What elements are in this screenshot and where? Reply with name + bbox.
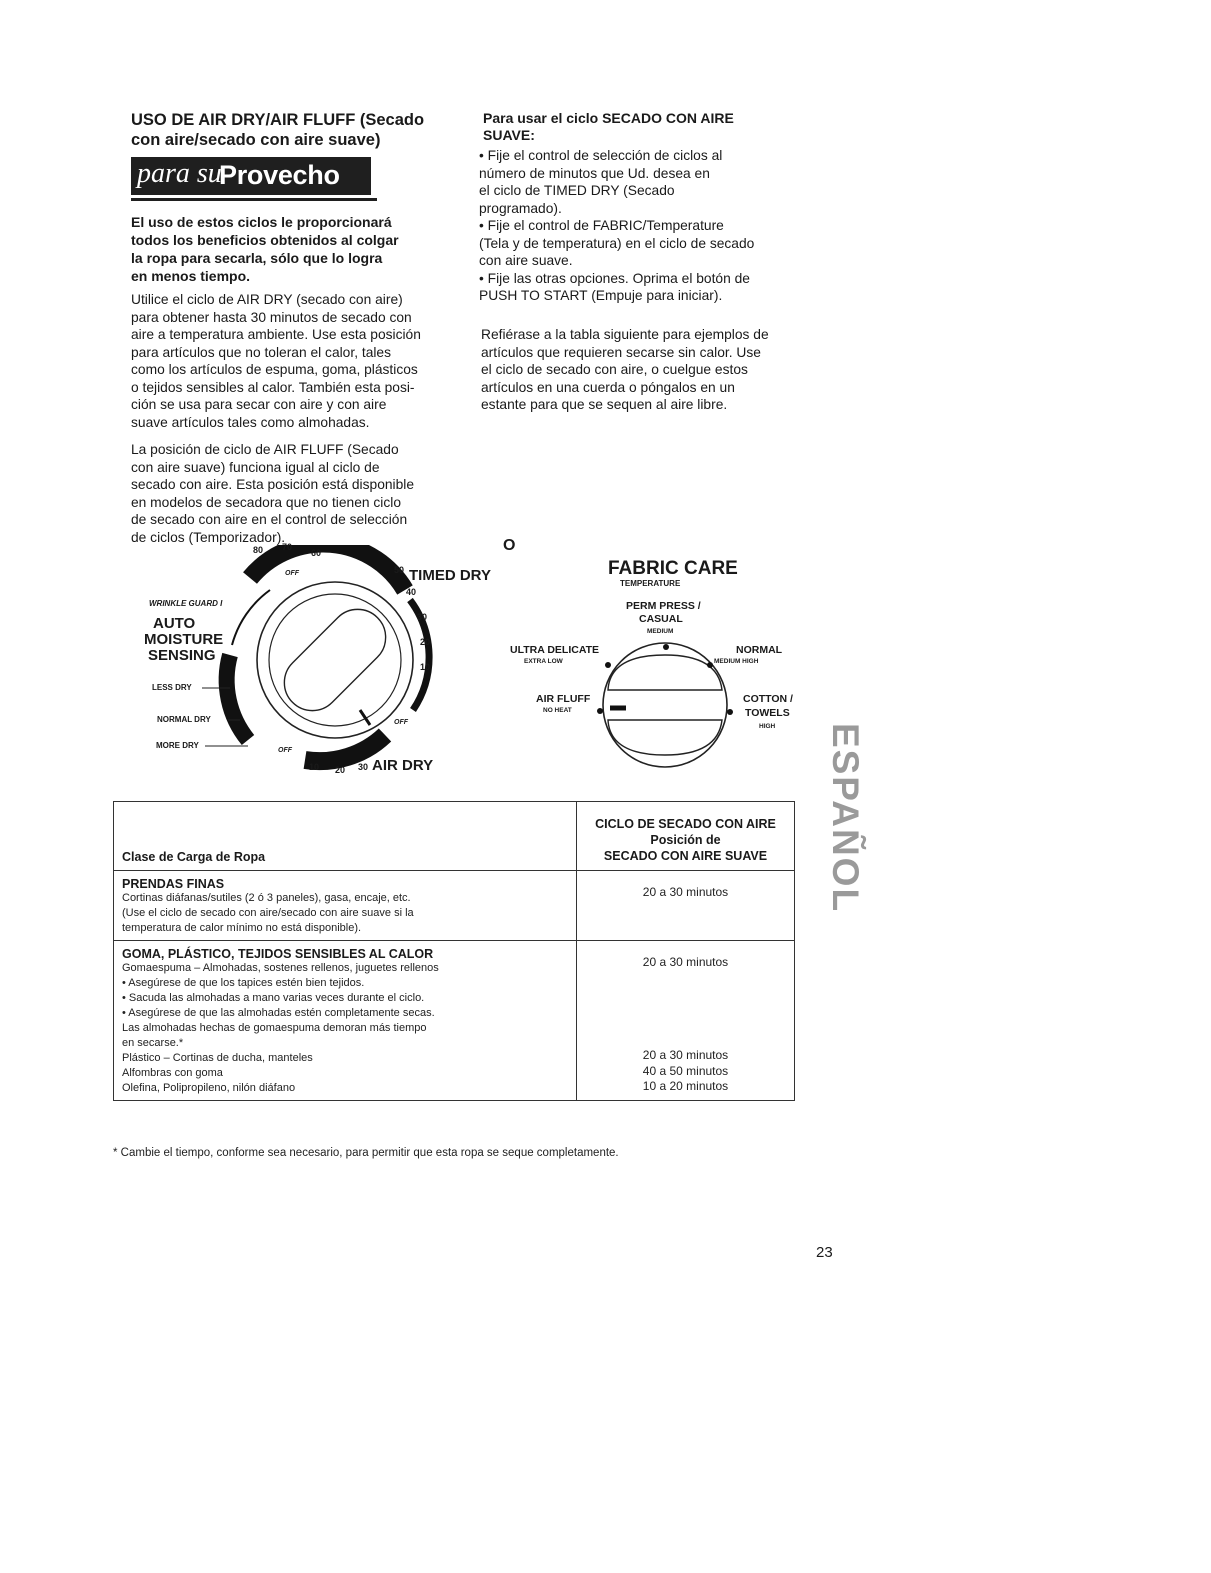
para-su-provecho-banner [131, 155, 377, 201]
row-line: (Use el ciclo de secado con aire/secado con aire suave si la [122, 907, 414, 919]
tick-10: 10 [420, 662, 431, 672]
high-label: HIGH [759, 723, 776, 730]
heading-line: USO DE AIR DRY/AIR FLUFF (Secado [131, 111, 425, 129]
banner-script-text: para su [137, 158, 222, 189]
row-line: • Asegúrese de que los tapices estén bien tejidos. [122, 977, 365, 989]
bullet-line: con aire suave. [479, 253, 573, 268]
tick-bottom-10: 10 [309, 762, 320, 772]
paragraph-line: el ciclo de secado con aire, o cuelgue estos [481, 362, 748, 377]
paragraph-line: de secado con aire en el control de selección [131, 512, 408, 527]
paragraph-line: secado con aire. Esta posición está disponible [131, 477, 415, 492]
row-time [577, 941, 795, 1101]
table-row [114, 941, 795, 1101]
heading-line: Para usar el ciclo SECADO CON AIRE [483, 110, 734, 126]
row-line: Cortinas diáfanas/sutiles (2 ó 3 paneles), gasa, encaje, etc. [122, 892, 411, 904]
bullet-line: PUSH TO START (Empuje para iniciar). [479, 288, 723, 303]
timer-dial-labels [130, 542, 500, 785]
time-spacer [578, 971, 793, 987]
paragraph-line: con aire suave) funciona igual al ciclo de [131, 459, 380, 475]
air-dry-paragraph [131, 291, 421, 431]
lede-paragraph [131, 213, 461, 285]
time-value: 20 a 30 minutos [642, 1048, 729, 1062]
bullet-line: número de minutos que Ud. desea en [479, 165, 710, 181]
tick-40: 40 [406, 587, 417, 597]
time-value: 40 a 50 minutos [642, 1063, 729, 1078]
extra-low-label: EXTRA LOW [524, 658, 563, 665]
instructions-heading [483, 110, 734, 144]
time-spacer [578, 1033, 793, 1049]
banner-title: Provecho [219, 160, 340, 190]
less-dry-label: LESS DRY [152, 683, 192, 692]
row-title: GOMA, PLÁSTICO, TEJIDOS SENSIBLES AL CALOR [122, 947, 434, 961]
paragraph-line: ción se usa para secar con aire y con aire [131, 397, 387, 412]
lede-line: la ropa para secarla, sólo que lo logra [131, 250, 383, 266]
paragraph-line: o tejidos sensibles al calor. También esta posi- [131, 379, 415, 395]
tick-30: 30 [417, 612, 428, 622]
bullet-line: el ciclo de TIMED DRY (Secado [479, 183, 675, 198]
moisture-label: MOISTURE [144, 631, 224, 648]
row-line: • Asegúrese de que las almohadas estén completamente secas. [122, 1007, 435, 1019]
air-fluff-paragraph [131, 441, 414, 546]
side-label-text: ESPAÑOL [825, 722, 866, 914]
header-line: Posición de [650, 833, 721, 847]
normal-dry-label: NORMAL DRY [157, 715, 211, 724]
heading-line: SUAVE: [483, 127, 535, 143]
paragraph-line: Refiérase a la tabla siguiente para ejemplos de [481, 327, 769, 342]
paragraph-line: suave artículos tales como almohadas. [131, 414, 370, 430]
paragraph-line: de ciclos (Temporizador). [131, 529, 286, 545]
row-line: temperatura de calor mínimo no está disponible). [122, 922, 362, 934]
air-fluff-label: AIR FLUFF [536, 693, 591, 705]
casual-label: CASUAL [639, 613, 683, 625]
tick-bottom-30: 30 [358, 762, 369, 772]
sensing-label: SENSING [148, 647, 216, 664]
table-header-cycle [577, 802, 795, 871]
ultra-delicate-label: ULTRA DELICATE [510, 644, 600, 656]
bullet-line: • Fije el control de FABRIC/Temperature [479, 218, 724, 233]
towels-label: TOWELS [745, 707, 790, 719]
off-label-bottom: OFF [278, 747, 292, 754]
section-heading [131, 110, 471, 150]
bullet-line: programado). [479, 200, 562, 216]
fabric-care-labels [500, 555, 820, 785]
row-line: Alfombras con goma [122, 1067, 223, 1079]
instructions-bullet-list [479, 147, 754, 305]
paragraph-line: aire a temperatura ambiente. Use esta posición [131, 327, 421, 342]
lede-line: El uso de estos ciclos le proporcionará [131, 214, 392, 230]
row-line: Gomaespuma – Almohadas, sostenes rellenos, juguetes rellenos [122, 962, 439, 974]
page-number: 23 [816, 1244, 833, 1261]
off-label-top: OFF [285, 570, 299, 577]
no-heat-label: NO HEAT [543, 707, 572, 714]
row-line: Las almohadas hechas de gomaespuma demoran más tiempo [122, 1022, 427, 1034]
paragraph-line: para artículos que no toleran el calor, tales [131, 344, 391, 360]
time-spacer [578, 986, 793, 1002]
medium-label: MEDIUM [647, 628, 674, 635]
lede-line: todos los beneficios obtenidos al colgar [131, 232, 399, 248]
timed-dry-label: TIMED DRY [409, 567, 491, 584]
table-header-row [114, 802, 795, 871]
row-line: Olefina, Polipropileno, nilón diáfano [122, 1082, 296, 1094]
normal-label: NORMAL [736, 644, 783, 656]
tick-20: 20 [420, 637, 431, 647]
header-line: SECADO CON AIRE SUAVE [603, 849, 768, 863]
table-header-load-type: Clase de Carga de Ropa [114, 802, 577, 871]
footnote: * Cambie el tiempo, conforme sea necesario, para permitir que esta ropa se seque completamente. [113, 1147, 619, 1159]
row-line: • Sacuda las almohadas a mano varias veces durante el ciclo. [122, 992, 425, 1004]
paragraph-line: Utilice el ciclo de AIR DRY (secado con aire) [131, 292, 403, 307]
paragraph-line: artículos que requieren secarse sin calor. Use [481, 344, 761, 360]
tick-50: 50 [394, 565, 405, 575]
tick-bottom-20: 20 [335, 765, 346, 775]
air-dry-label: AIR DRY [372, 757, 434, 774]
perm-press-label: PERM PRESS / [626, 600, 701, 612]
more-dry-label: MORE DRY [156, 741, 199, 750]
paragraph-line: para obtener hasta 30 minutos de secado con [131, 309, 412, 325]
time-value: 20 a 30 minutos [642, 885, 729, 899]
heading-line: con aire/secado con aire suave) [131, 131, 381, 149]
time-value: 10 a 20 minutos [642, 1079, 729, 1093]
medium-high-label: MEDIUM HIGH [714, 658, 759, 665]
row-line: en secarse.* [122, 1037, 184, 1049]
lede-line: en menos tiempo. [131, 268, 251, 284]
language-side-label [815, 722, 875, 914]
bullet-line: • Fije el control de selección de ciclos al [479, 148, 723, 163]
paragraph-line: La posición de ciclo de AIR FLUFF (Secado [131, 442, 399, 457]
bullet-line: • Fije las otras opciones. Oprima el botón de [479, 270, 750, 286]
time-spacer [578, 1002, 793, 1018]
row-time [577, 871, 795, 941]
cotton-label: COTTON / [743, 693, 793, 705]
row-line: Plástico – Cortinas de ducha, manteles [122, 1052, 313, 1064]
load-type-table [113, 801, 795, 1101]
or-separator: O [503, 537, 516, 554]
reference-paragraph [481, 326, 769, 414]
tick-60: 60 [311, 548, 322, 558]
paragraph-line: en modelos de secadora que no tienen ciclo [131, 494, 401, 510]
off-label-right: OFF [394, 719, 408, 726]
header-line: CICLO DE SECADO CON AIRE [595, 817, 776, 831]
time-value: 20 a 30 minutos [642, 955, 729, 969]
bullet-line: (Tela y de temperatura) en el ciclo de secado [479, 235, 755, 251]
row-title: PRENDAS FINAS [122, 877, 225, 891]
row-description [114, 941, 577, 1101]
paragraph-line: como los artículos de espuma, goma, plásticos [131, 362, 418, 377]
time-spacer [578, 1017, 793, 1033]
wrinkle-guard-label: WRINKLE GUARD I [149, 599, 223, 608]
tick-80: 80 [253, 545, 264, 555]
table-row [114, 871, 795, 941]
paragraph-line: artículos en una cuerda o póngalos en un [481, 379, 735, 395]
auto-label: AUTO [153, 615, 196, 632]
temperature-label: TEMPERATURE [620, 579, 681, 588]
tick-70: 70 [282, 542, 293, 552]
row-description [114, 871, 577, 941]
paragraph-line: estante para que se sequen al aire libre. [481, 397, 728, 412]
fabric-care-title: FABRIC CARE [608, 558, 738, 579]
